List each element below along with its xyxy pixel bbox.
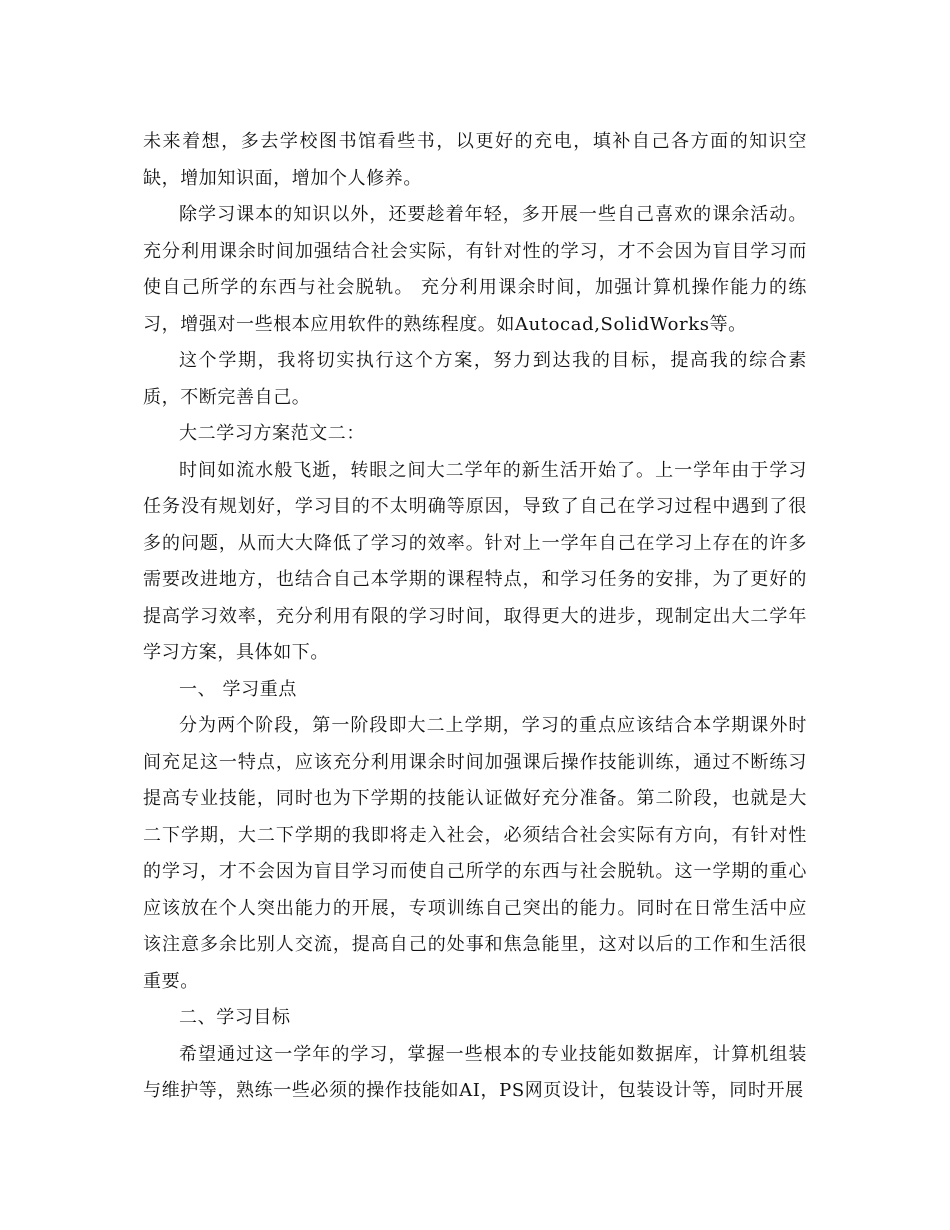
document-body (143, 124, 807, 1110)
section-heading: 一、 学习重点 (179, 678, 297, 700)
section-heading: 大二学习方案范文二： (179, 423, 365, 444)
paragraph: 这个学期，我将切实执行这个方案，努力到达我的目标，提高我的综合素质，不断完善自己。 (143, 350, 807, 408)
section-heading: 二、学习目标 (179, 1007, 291, 1028)
paragraph: 除学习课本的知识以外，还要趁着年轻，多开展一些自己喜欢的课余活动。充分利用课余时间加强结合社会实际，有针对性的学习，才不会因为盲目学习而使自己所学的东西与社会脱轨。 充分利用课余时间，加强计算机操作能力的练习，增强对一些根本应用软件的熟练程度。如Autocad,SolidWorks等。 (143, 204, 807, 335)
paragraph: 未来着想，多去学校图书馆看些书，以更好的充电，填补自己各方面的知识空缺，增加知识面，增加个人修养。 (143, 131, 807, 189)
paragraph: 时间如流水般飞逝，转眼之间大二学年的新生活开始了。上一学年由于学习任务没有规划好，学习目的不太明确等原因，导致了自己在学习过程中遇到了很多的问题，从而大大降低了学习的效率。针对上一学年自己在学习上存在的许多需要改进地方，也结合自己本学期的课程特点，和学习任务的安排，为了更好的提高学习效率，充分利用有限的学习时间，取得更大的进步，现制定出大二学年学习方案，具体如下。 (143, 459, 807, 663)
paragraph: 希望通过这一学年的学习，掌握一些根本的专业技能如数据库，计算机组装与维护等，熟练一些必须的操作技能如AI，PS网页设计，包装设计等，同时开展 (143, 1043, 807, 1101)
paragraph: 分为两个阶段，第一阶段即大二上学期，学习的重点应该结合本学期课外时间充足这一特点，应该充分利用课余时间加强课后操作技能训练，通过不断练习提高专业技能，同时也为下学期的技能认证做好充分准备。第二阶段，也就是大二下学期，大二下学期的我即将走入社会，必须结合社会实际有方向，有针对性的学习，才不会因为盲目学习而使自己所学的东西与社会脱轨。这一学期的重心应该放在个人突出能力的开展，专项训练自己突出的能力。同时在日常生活中应该注意多余比别人交流，提高自己的处事和焦急能里，这对以后的工作和生活很重要。 (143, 715, 807, 992)
